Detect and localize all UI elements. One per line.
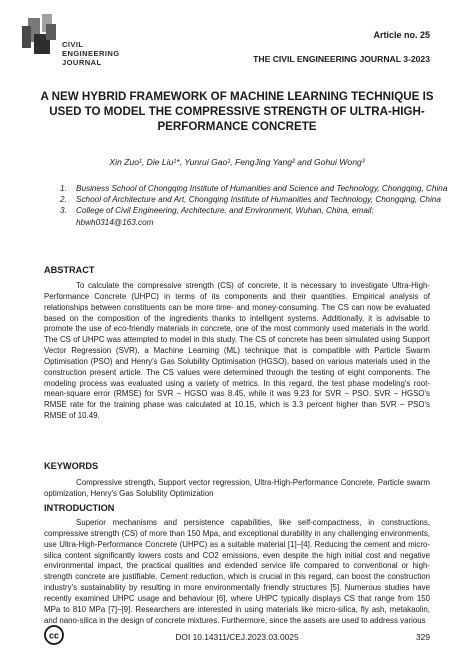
affiliation-item	[60, 194, 450, 205]
logo-text-line2: ENGINEERING	[62, 49, 120, 58]
author-list: Xin Zuo¹, Die Liu¹*, Yunrui Gao¹, FengJing Yang² and Gohui Wong³	[109, 157, 365, 167]
cc-label: cc	[48, 630, 60, 641]
doi-text[interactable]: DOI 10.14311/CEJ.2023.03.0025	[175, 632, 299, 642]
introduction-heading: INTRODUCTION	[44, 503, 115, 513]
journal-logo	[20, 14, 130, 70]
logo-text-line3: JOURNAL	[62, 58, 102, 67]
affiliation-list	[60, 183, 450, 228]
abstract-paragraph: To calculate the compressive strength (CS) of concrete, it is necessary to investigate Ultra-High-Performance Concrete (UHPC) in terms of its components and their quantities. Empirical analysis of relationships between constituents can be more time- and money-consuming. The CS can now be evaluated based on the composition of the ingredients thanks to intelligent systems. Additionally, it is advisable to promote the use of eco-friendly materials in concrete, one of the most commonly used materials in the world. The CS of UHPC was attempted to model in this study. The CS of concrete has been simulated using Support Vector Regression (SVR), a Machine Learning (ML) technique that is compatible with Particle Swarm Optimisation (PSO) and Henry's Gas Solubility Optimisation (HGSO), based on various materials used in the construction present article. The CS values were determined through the testing of eight components. The modeling process was evaluated using a variety of metrics. In this regard, the test phase modeling's root-mean-square error (RMSE) for SVR − HGSO was 8.45, while it was 9.23 for SVR − PSO. SVR − HGSO's RMSE rate for the training phase was calculated at 10.15, which is 3.3 percent higher than SVR − PSO's RMSE of 10.49.	[44, 281, 430, 421]
keywords-body	[44, 478, 430, 500]
paper-title: A NEW HYBRID FRAMEWORK OF MACHINE LEARNING TECHNIQUE IS USED TO MODEL THE COMPRESSIVE STRENGTH OF ULTRA-HIGH-PERFORMANCE CONCRETE	[40, 90, 434, 134]
affiliation-text: Business School of Chongqing Institute of Humanities and Science and Technology, Chongqing, China	[76, 184, 448, 193]
affiliation-text: College of Civil Engineering, Architecture, and Environment, Wuhan, China, email: hbwh0314@163.com	[76, 206, 374, 227]
affiliation-number: 1.	[60, 184, 67, 193]
abstract-heading: ABSTRACT	[44, 265, 95, 275]
affiliation-item	[60, 183, 450, 194]
affiliation-number: 3.	[60, 206, 67, 216]
affiliation-text: School of Architecture and Art, Chongqing Institute of Humanities and Technology, Chongqing, China	[76, 195, 441, 205]
logo-mark-icon	[20, 14, 60, 70]
affiliation-item	[60, 205, 450, 227]
affiliation-number: 2.	[60, 195, 67, 205]
abstract-body	[44, 281, 430, 422]
introduction-paragraph: Superior mechanisms and persistence capabilities, like self-compactness, in constructions, compressive strength (CS) of more than 150 Mpa, and exceptional durability in any challenging environments, use Ultra-High-Performance Concrete (UHPC) as a suitable material [1]–[4]. Reducing the cement and micro-silica content significantly lowers costs and CO2 emissions, even despite the high initial cost and negative environmental impact, the practical qualities and extended service life compared to conventional or high-strength concrete are justifiable. Cement reduction, which is crucial in this regard, can boost the construction industry's sustainability by resulting in more environmentally friendly structures [5]. Numerous studies have recently examined UHPC usage and behaviour [6], where UHPC typically displays CS that range from 150 MPa to 810 MPa [7]–[9]. Researchers are interested in using materials like micro-silica, fly ash, metakaolin, and nano-silica in the design of concrete mixtures. Furthermore, since the assets are used to address various	[44, 518, 430, 625]
introduction-body	[44, 518, 430, 626]
keywords-heading: KEYWORDS	[44, 461, 99, 471]
page-number: 329	[416, 632, 430, 642]
article-number: Article no. 25	[373, 30, 430, 40]
logo-text-line1: CIVIL	[62, 40, 84, 49]
keywords-paragraph: Compressive strength, Support vector regression, Ultra-High-Performance Concrete, Particle swarm optimization, Henry's Gas Solubility Optimization	[44, 478, 430, 498]
journal-issue: THE CIVIL ENGINEERING JOURNAL 3-2023	[253, 54, 430, 64]
